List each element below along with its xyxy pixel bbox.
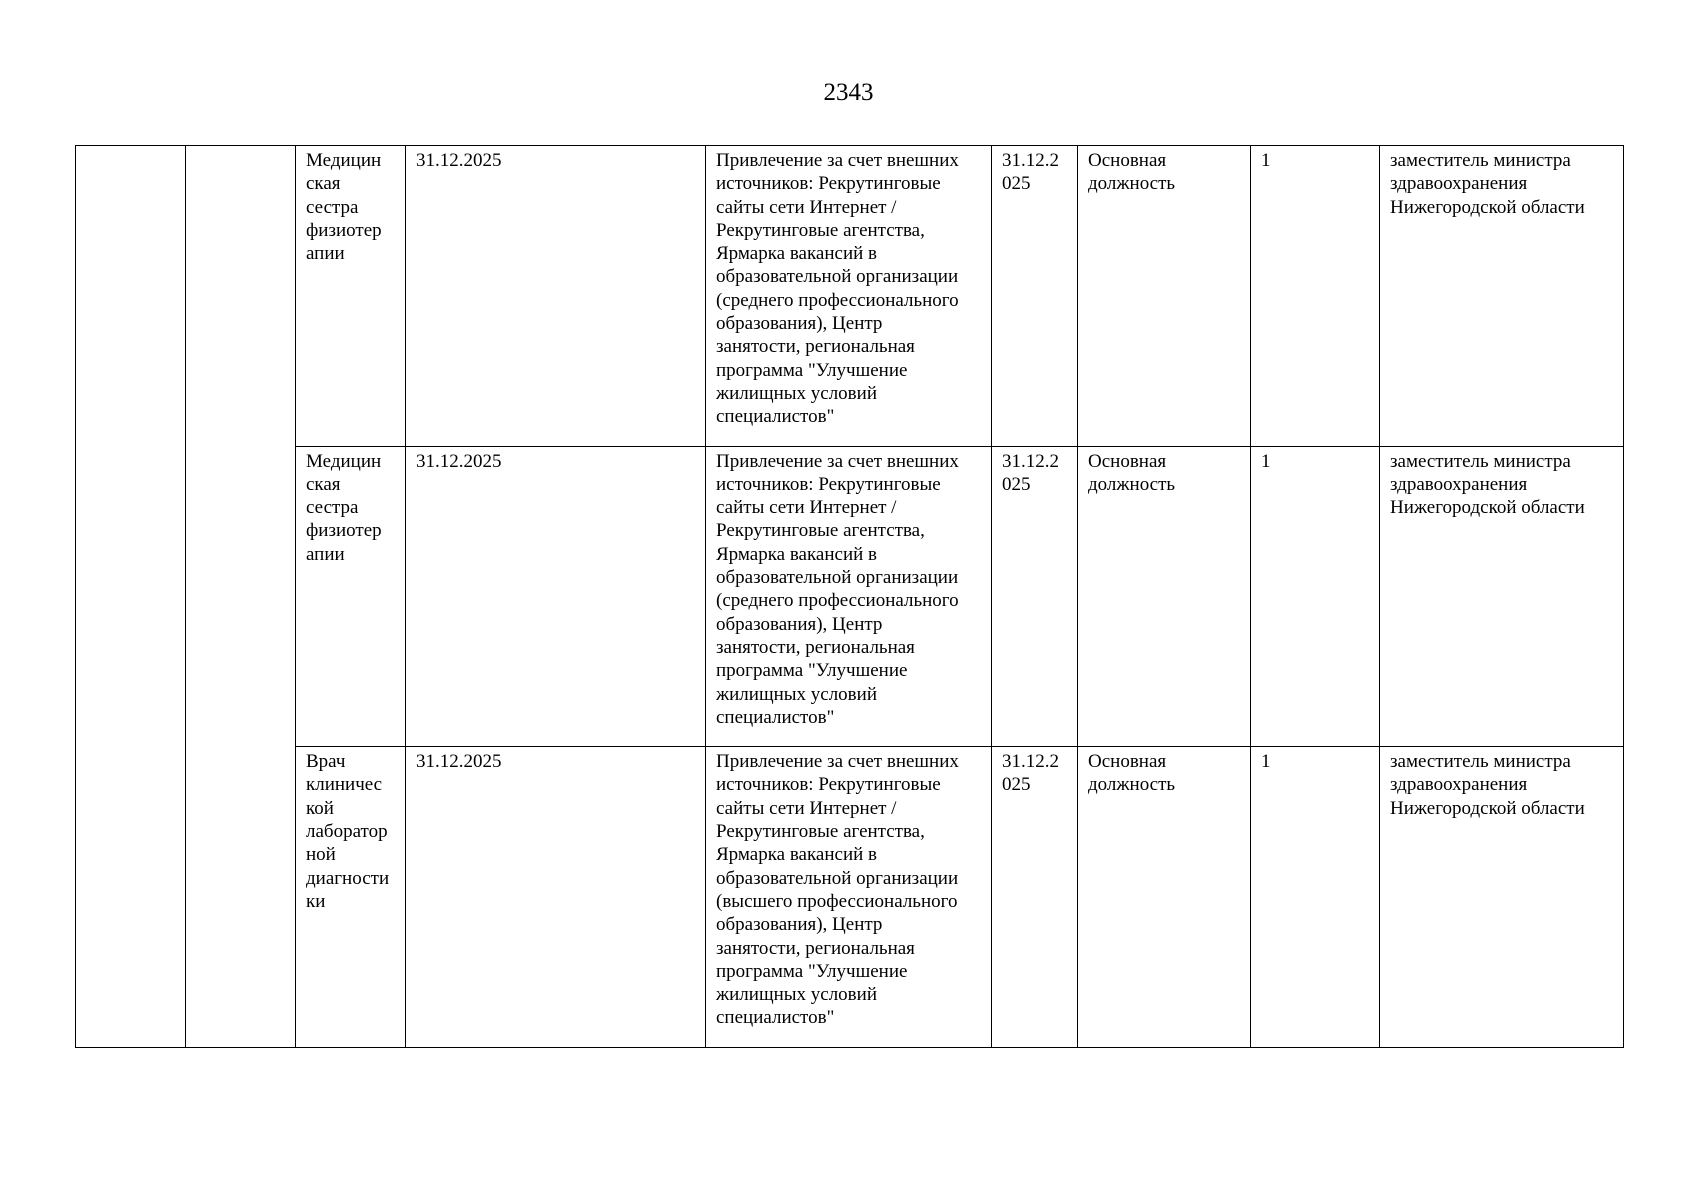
method-cell: Привлечение за счет внешних источников: Рекрутинговые сайты сети Интернет / Рекрутинговые агентства, Ярмарка вакансий в образовательной организации (среднего профессионального образования), Центр занятости, региональная программа "Улучшение жилищных условий специалистов" [706,146,992,447]
deadline-cell: 31.12.2 025 [992,146,1078,447]
page-number: 2343 [823,79,874,106]
table-row [76,747,1624,1048]
responsible-cell: заместитель министра здравоохранения Нижегородской области [1380,747,1624,1048]
deadline-cell: 31.12.2 025 [992,446,1078,747]
responsible-cell: заместитель министра здравоохранения Нижегородской области [1380,146,1624,447]
method-cell: Привлечение за счет внешних источников: Рекрутинговые сайты сети Интернет / Рекрутинговые агентства, Ярмарка вакансий в образовательной организации (среднего профессионального образования), Центр занятости, региональная программа "Улучшение жилищных условий специалистов" [706,446,992,747]
position-cell: Медицин ская сестра физиотер апии [296,146,406,447]
date-cell: 31.12.2025 [406,446,706,747]
post-type-cell: Основная должность [1078,747,1251,1048]
post-type-cell: Основная должность [1078,446,1251,747]
count-cell: 1 [1251,747,1380,1048]
table-row [76,446,1624,747]
responsible-cell: заместитель министра здравоохранения Нижегородской области [1380,446,1624,747]
merged-cell-col-1 [76,146,186,1048]
date-cell: 31.12.2025 [406,146,706,447]
method-cell: Привлечение за счет внешних источников: Рекрутинговые сайты сети Интернет / Рекрутинговые агентства, Ярмарка вакансий в образовательной организации (высшего профессионального образования), Центр занятости, региональная программа "Улучшение жилищных условий специалистов" [706,747,992,1048]
merged-cell-col-2 [186,146,296,1048]
position-cell: Врач клиничес кой лаборатор ной диагности ки [296,747,406,1048]
post-type-cell: Основная должность [1078,146,1251,447]
deadline-cell: 31.12.2 025 [992,747,1078,1048]
staffing-table [75,145,1624,1048]
table-row [76,146,1624,447]
count-cell: 1 [1251,146,1380,447]
count-cell: 1 [1251,446,1380,747]
date-cell: 31.12.2025 [406,747,706,1048]
position-cell: Медицин ская сестра физиотер апии [296,446,406,747]
